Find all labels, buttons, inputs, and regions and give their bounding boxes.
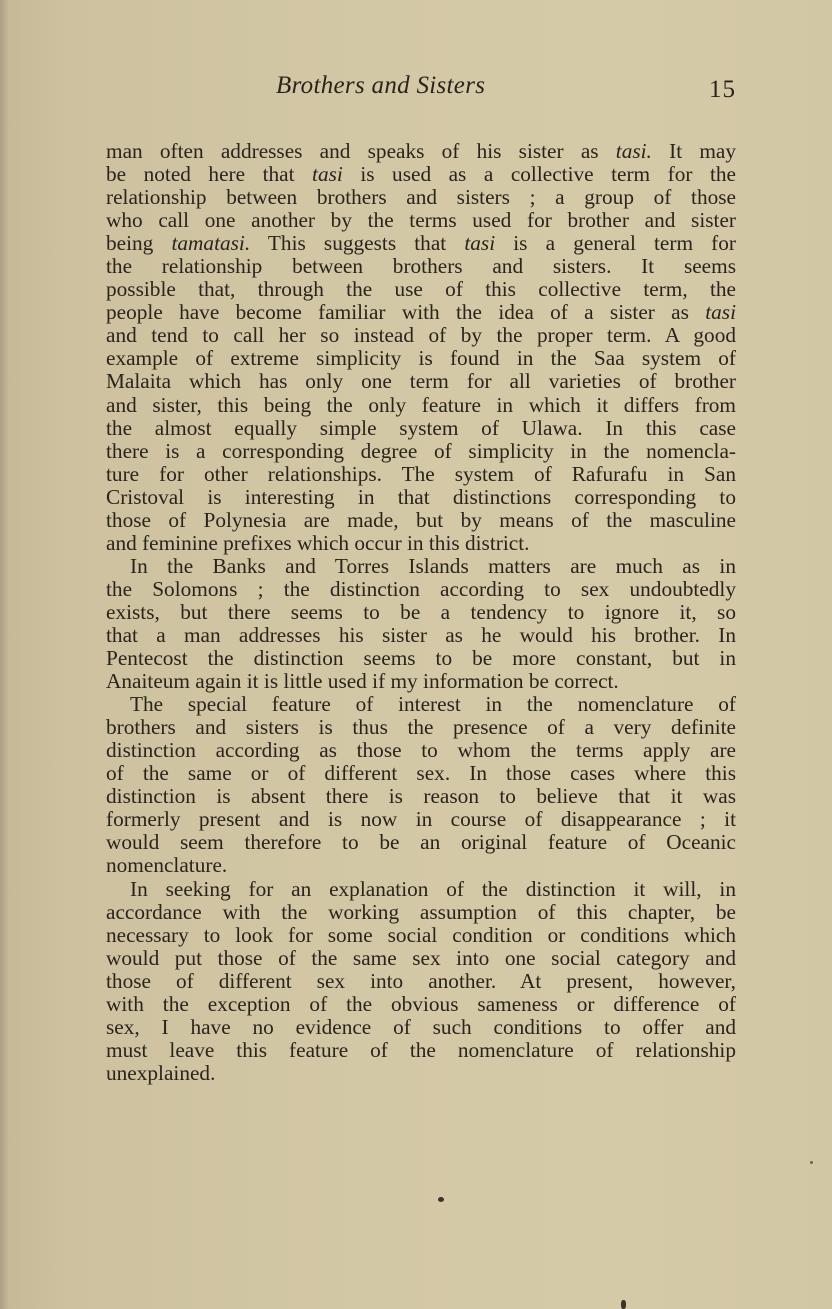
text-line: formerly present and is now in course of disappearance ; it [106,807,736,832]
text-line: people have become familiar with the idea of a sister as tasi [106,300,736,325]
text-line: and tend to call her so instead of by the proper term. A good [106,323,736,348]
text-line: example of extreme simplicity is found in the Saa system of [106,346,736,371]
page-header [106,72,736,106]
text-line: distinction is absent there is reason to believe that it was [106,784,736,809]
text-line: possible that, through the use of this collective term, the [106,277,736,302]
text-line: being tamatasi. This suggests that tasi is a general term for [106,231,737,256]
text-line: unexplained. [106,1060,216,1085]
text-line: Malaita which has only one term for all varieties of brother [106,369,736,394]
text-line: the almost equally simple system of Ulawa. In this case [106,415,736,440]
text-line: who call one another by the terms used for brother and sister [106,208,736,233]
text-line: the relationship between brothers and sisters. It seems [106,254,736,279]
text-line: sex, I have no evidence of such conditions to offer and [106,1014,736,1039]
text-line: relationship between brothers and sisters ; a group of those [106,185,736,210]
text-line: and sister, this being the only feature in which it differs from [106,392,736,417]
text-line: would put those of the same sex into one social category and [106,945,736,970]
text-line: brothers and sisters is thus the presence of a very definite [106,715,736,740]
text-line: and feminine prefixes which occur in this district. [106,530,530,555]
page-number: 15 [709,76,736,103]
text-line: with the exception of the obvious sameness or difference of [106,991,736,1016]
text-line: must leave this feature of the nomenclature of relationship [106,1037,736,1062]
text-line: distinction according as those to whom the terms apply are [106,738,736,763]
text-line: Anaiteum again it is little used if my information be correct. [106,669,619,694]
text-line: Pentecost the distinction seems to be more constant, but in [106,646,736,671]
text-line: be noted here that tasi is used as a collective term for the [106,162,736,187]
text-line: Cristoval is interesting in that distinctions corresponding to [106,484,736,509]
text-line: those of different sex into another. At present, however, [106,968,736,993]
text-line: In the Banks and Torres Islands matters are much as in [130,553,736,578]
body-text [106,140,736,1085]
text-line: would seem therefore to be an original feature of Oceanic [106,830,736,855]
text-line: man often addresses and speaks of his sister as tasi. It may [106,139,736,163]
text-line: of the same or of different sex. In those cases where this [106,761,736,786]
text-line: there is a corresponding degree of simplicity in the nomencla- [106,438,736,463]
text-line: necessary to look for some social condition or conditions which [106,922,736,947]
text-line: that a man addresses his sister as he would his brother. In [106,622,736,647]
text-line: the Solomons ; the distinction according to sex undoubtedly [106,576,736,601]
text-line: In seeking for an explanation of the distinction it will, in [130,876,736,901]
running-title: Brothers and Sisters [276,72,486,99]
ink-speck [810,1161,813,1164]
text-line: exists, but there seems to be a tendency to ignore it, so [106,599,736,624]
text-line: nomenclature. [106,853,228,878]
text-line: The special feature of interest in the nomenclature of [130,692,736,717]
text-line: accordance with the working assumption of this chapter, be [106,899,736,924]
ink-speck [621,1300,626,1309]
page-gutter-shadow [0,0,8,1309]
text-line: ture for other relationships. The system of Rafurafu in San [106,461,736,486]
ink-speck [438,1197,444,1202]
text-line: those of Polynesia are made, but by means of the masculine [106,507,736,532]
